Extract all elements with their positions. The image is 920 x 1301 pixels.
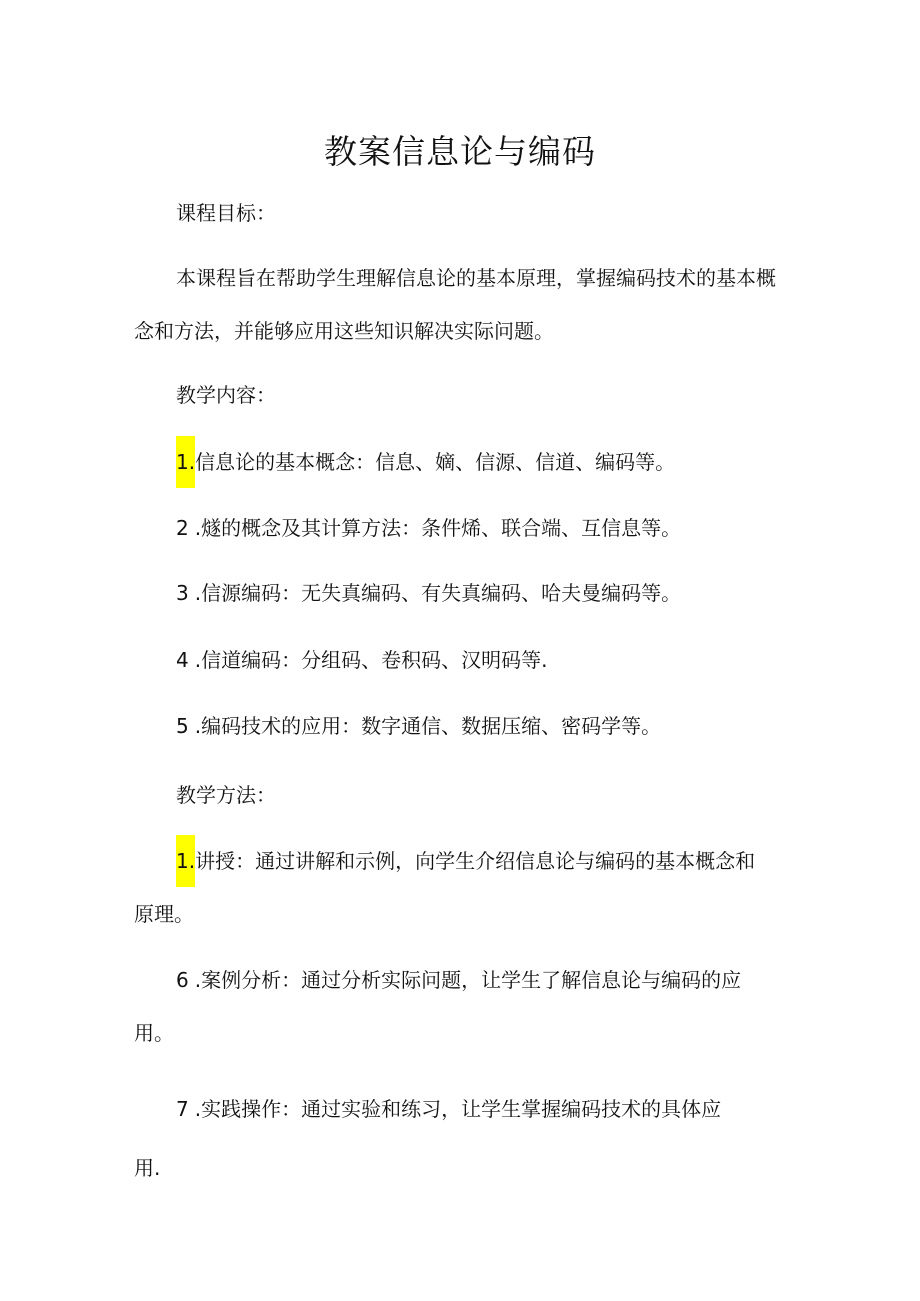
content-item-text: .信源编码：无失真编码、有失真编码、哈夫曼编码等。 <box>194 581 682 605</box>
method-item-number: 7 <box>176 1097 195 1121</box>
content-item-number: 3 <box>176 581 195 605</box>
content-item <box>176 645 547 675</box>
content-item-number: 5 <box>176 714 195 738</box>
method-item-text: .实践操作：通过实验和练习，让学生掌握编码技术的具体应 <box>194 1097 722 1121</box>
content-item-text: .燧的概念及其计算方法：条件烯、联合端、互信息等。 <box>194 516 682 540</box>
method-item-text: .案例分析：通过分析实际问题，让学生了解信息论与编码的应 <box>194 968 742 992</box>
goals-paragraph-line-1: 本课程旨在帮助学生理解信息论的基本原理，掌握编码技术的基本概 <box>176 266 776 290</box>
content-item <box>176 513 681 543</box>
content-heading: 教学内容： <box>176 383 276 407</box>
content-item <box>176 447 675 477</box>
goals-heading: 课程目标： <box>176 201 276 225</box>
content-item-number: 2 <box>176 516 195 540</box>
content-item <box>176 711 661 741</box>
method-item-line-2: 用. <box>134 1156 161 1180</box>
method-item-line-1 <box>176 846 755 876</box>
goals-paragraph-line-2: 念和方法，并能够应用这些知识解决实际问题。 <box>134 319 554 343</box>
document-title: 教案信息论与编码 <box>324 132 596 171</box>
method-item-number: 6 <box>176 968 195 992</box>
method-item-line-2: 用。 <box>134 1021 174 1045</box>
content-item-text: .信道编码：分组码、卷积码、汉明码等. <box>194 648 548 672</box>
method-item-line-1 <box>176 1094 721 1124</box>
method-item-text: 讲授：通过讲解和示例，向学生介绍信息论与编码的基本概念和 <box>195 849 756 873</box>
content-item-text: 信息论的基本概念：信息、嫡、信源、信道、编码等。 <box>195 450 676 474</box>
methods-heading: 教学方法： <box>176 783 276 807</box>
highlighted-item-number: 1. <box>176 835 195 887</box>
content-item <box>176 578 681 608</box>
method-item-line-2: 原理。 <box>134 902 194 926</box>
method-item-line-1 <box>176 965 741 995</box>
content-item-number: 4 <box>176 648 195 672</box>
content-item-text: .编码技术的应用：数字通信、数据压缩、密码学等。 <box>194 714 662 738</box>
highlighted-item-number: 1. <box>176 436 195 488</box>
